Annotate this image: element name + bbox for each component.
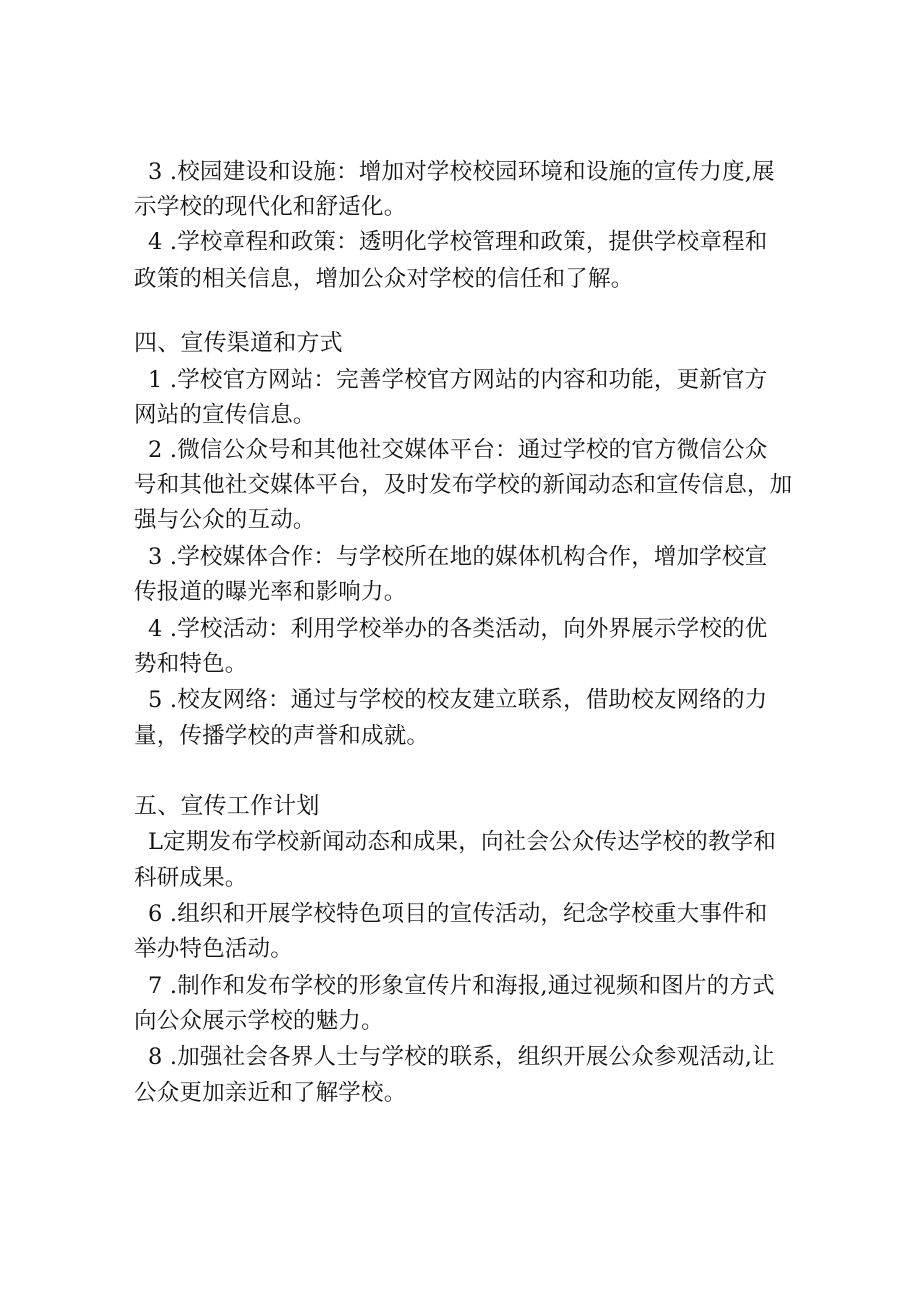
s4-item2-line3: 强与公众的互动。 — [134, 507, 316, 533]
s5-item2-line1: 6 .组织和开展学校特色项目的宣传活动，纪念学校重大事件和 — [148, 901, 768, 927]
item4-line1: 4 .学校章程和政策：透明化学校管理和政策，提供学校章程和 — [148, 229, 768, 255]
s4-item5-line1: 5 .校友网络：通过与学校的校友建立联系，借助校友网络的力 — [148, 687, 768, 713]
s4-item1-line2: 网站的宣传信息。 — [134, 402, 316, 428]
s5-item1-line1: L定期发布学校新闻动态和成果，向社会公众传达学校的教学和 — [148, 829, 777, 855]
s4-item3-line2: 传报道的曝光率和影响力。 — [134, 579, 407, 605]
section4-heading: 四、宣传渠道和方式 — [134, 330, 343, 356]
s4-item4-line1: 4 .学校活动：利用学校举办的各类活动，向外界展示学校的优 — [148, 616, 768, 642]
s5-item4-line2: 公众更加亲近和了解学校。 — [134, 1080, 407, 1106]
s5-item4-line1: 8 .加强社会各界人士与学校的联系，组织开展公众参观活动,让 — [148, 1044, 775, 1070]
s4-item5-line2: 量，传播学校的声誉和成就。 — [134, 723, 430, 749]
s5-item1-line2: 科研成果。 — [134, 865, 248, 891]
s4-item2-line1: 2 .微信公众号和其他社交媒体平台：通过学校的官方微信公众 — [148, 437, 768, 463]
item3-line1: 3 .校园建设和设施：增加对学校校园环境和设施的宣传力度,展 — [148, 159, 775, 185]
item4-line2: 政策的相关信息，增加公众对学校的信任和了解。 — [134, 266, 634, 292]
s5-item3-line2: 向公众展示学校的魅力。 — [134, 1008, 384, 1034]
s4-item3-line1: 3 .学校媒体合作：与学校所在地的媒体机构合作，增加学校宣 — [148, 544, 768, 570]
s5-item2-line2: 举办特色活动。 — [134, 936, 293, 962]
section5-heading: 五、宣传工作计划 — [134, 793, 320, 819]
s4-item1-line1: 1 .学校官方网站：完善学校官方网站的内容和功能，更新官方 — [148, 367, 768, 393]
s4-item2-line2: 号和其他社交媒体平台，及时发布学校的新闻动态和宣传信息，加 — [134, 472, 793, 498]
s5-item3-line1: 7 .制作和发布学校的形象宣传片和海报,通过视频和图片的方式 — [148, 973, 775, 999]
item3-line2: 示学校的现代化和舒适化。 — [134, 194, 407, 220]
s4-item4-line2: 势和特色。 — [134, 651, 248, 677]
